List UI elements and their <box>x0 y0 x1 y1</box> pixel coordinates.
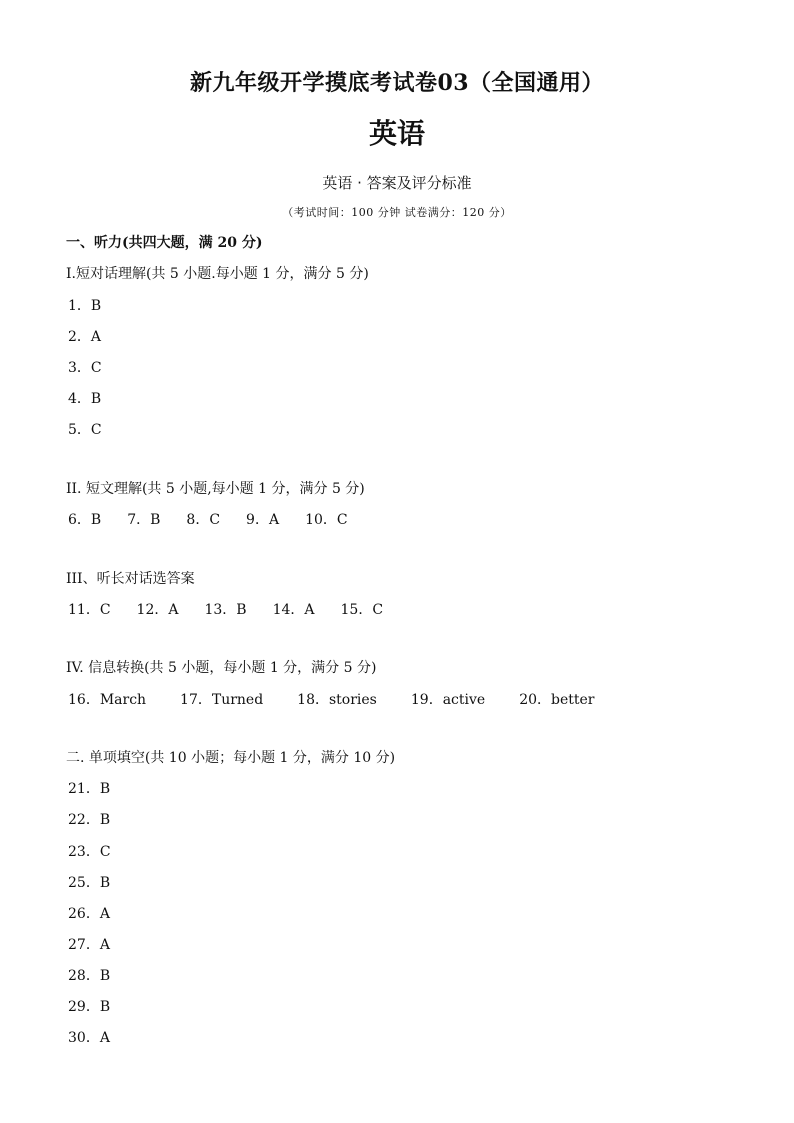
answer-item: 10．C <box>305 512 348 528</box>
subject-heading: 英语 <box>368 117 425 150</box>
section2-heading: II. 短文理解(共 5 小题,每小题 1 分，满分 5 分) <box>66 481 365 497</box>
answer-item: 3．C <box>68 360 102 376</box>
part1-heading: 一、听力(共四大题，满 20 分) <box>66 235 263 251</box>
answer-item: 12．A <box>136 602 179 618</box>
exam-meta: （考试时间：100 分钟 试卷满分：120 分） <box>282 206 512 219</box>
section3-heading: III、听长对话选答案 <box>66 571 195 587</box>
part2-heading: 二. 单项填空(共 10 小题；每小题 1 分，满分 10 分) <box>66 750 396 766</box>
answer-item: 19．active <box>410 692 486 708</box>
answer-item: 22．B <box>68 812 111 828</box>
section4-heading: IV. 信息转换(共 5 小题，每小题 1 分，满分 5 分) <box>66 660 377 676</box>
answer-item: 1．B <box>68 298 102 314</box>
answer-key-subtitle: 英语 · 答案及评分标准 <box>322 174 472 192</box>
answer-item: 28．B <box>68 968 111 984</box>
answer-item: 27．A <box>68 937 110 953</box>
section2-answer-row <box>68 509 374 529</box>
answer-item: 5．C <box>68 422 102 438</box>
answer-item: 18．stories <box>297 692 377 708</box>
answer-item: 7．B <box>127 512 161 528</box>
answer-item: 11．C <box>68 602 111 618</box>
section4-answer-row <box>68 689 628 709</box>
answer-item: 21．B <box>68 781 111 797</box>
answer-item: 15．C <box>340 602 384 618</box>
section3-answer-row <box>68 599 409 619</box>
answer-item: 2．A <box>68 329 102 345</box>
answer-item: 14．A <box>272 602 315 618</box>
answer-item: 23．C <box>68 844 111 860</box>
answer-item: 16．March <box>68 692 147 708</box>
document-title: 新九年级开学摸底考试卷03（全国通用） <box>189 70 605 96</box>
answer-item: 30．A <box>68 1030 110 1046</box>
answer-item: 8．C <box>186 512 221 528</box>
answer-item: 29．B <box>68 999 111 1015</box>
answer-item: 13．B <box>204 602 247 618</box>
answer-item: 4．B <box>68 391 102 407</box>
section1-heading: Ⅰ.短对话理解(共 5 小题.每小题 1 分，满分 5 分) <box>66 266 369 282</box>
answer-item: 20．better <box>519 692 595 708</box>
answer-item: 9．A <box>246 512 280 528</box>
answer-item: 25．B <box>68 875 111 891</box>
answer-item: 6．B <box>68 512 102 528</box>
answer-item: 17．Turned <box>180 692 264 708</box>
answer-item: 26．A <box>68 906 110 922</box>
